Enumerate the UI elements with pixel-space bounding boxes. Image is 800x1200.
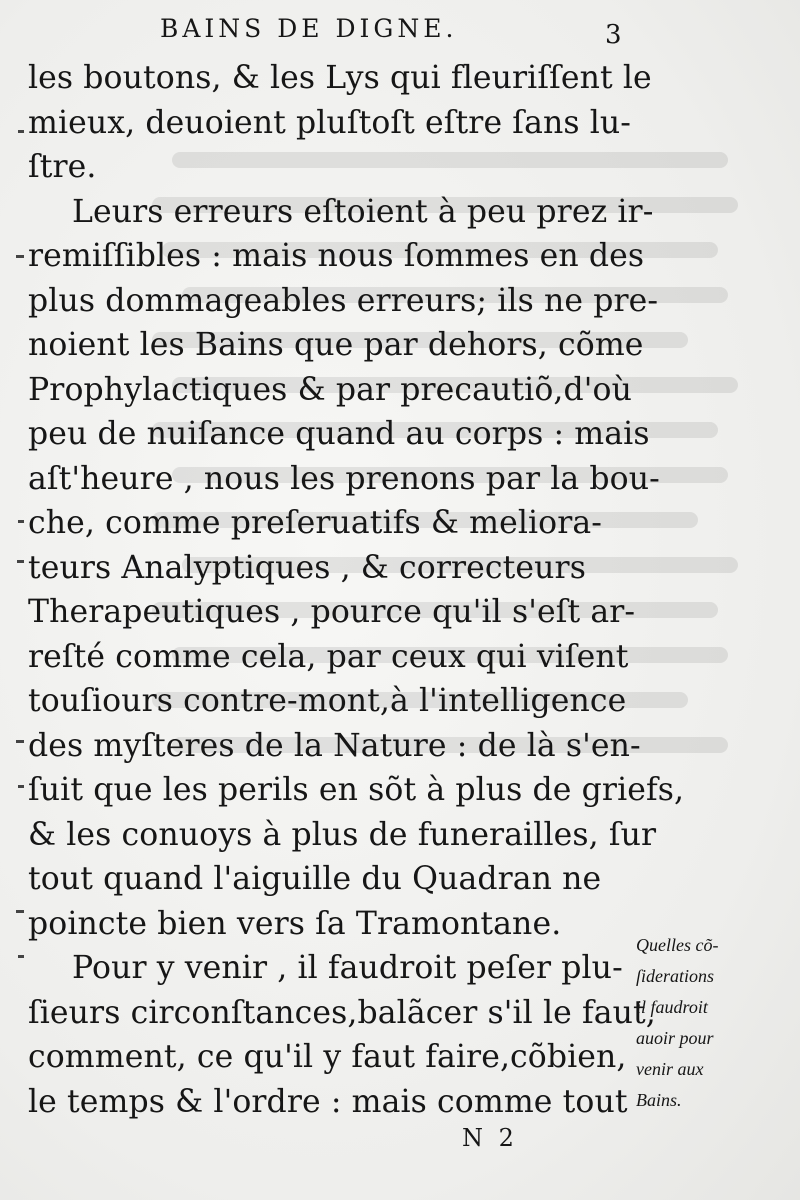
margin-note-line: il faudroit — [636, 997, 708, 1017]
text-line: comment, ce qu'il y faut faire,cõbien, — [28, 1039, 627, 1075]
text-line: noient les Bains que par dehors, cõme — [28, 327, 644, 363]
text-line: ſtre. — [28, 149, 97, 185]
text-line: le temps & l'ordre : mais comme tout — [28, 1083, 628, 1120]
margin-note-line: Quelles cõ- — [636, 935, 719, 955]
text-line: des myſteres de la Nature : de là s'en- — [28, 727, 641, 764]
text-line: peu de nuiſance quand au corps : mais — [28, 416, 650, 452]
margin-note — [636, 930, 786, 1116]
running-title: BAINS DE DIGNE. — [160, 14, 458, 43]
text-line: Pour y venir , il faudroit peſer plu- — [72, 950, 623, 986]
text-line: ſieurs circonſtances,balãcer s'il le faut, — [28, 994, 656, 1031]
text-line: Therapeutiques , pource qu'il s'eſt ar- — [28, 594, 636, 630]
text-line: reſté comme cela, par ceux qui viſent — [28, 638, 629, 675]
text-line: ſuit que les perils en sõt à plus de griefs, — [28, 772, 685, 808]
text-line: mieux, deuoient pluſtoſt eſtre ſans lu- — [28, 104, 632, 141]
text-line: remiſſibles : mais nous ſommes en des — [28, 238, 645, 274]
text-line: plus dommageables erreurs; ils ne pre- — [28, 282, 659, 319]
margin-note-line: Bains. — [636, 1090, 682, 1110]
text-line: che, comme preſeruatifs & meliora- — [28, 505, 603, 541]
margin-note-line: ſiderations — [636, 966, 715, 986]
text-line: touſiours contre-mont,à l'intelligence — [28, 683, 627, 719]
gutter-marks — [0, 0, 30, 1200]
margin-note-line: venir aux — [636, 1059, 704, 1079]
text-line: poincte bien vers ſa Tramontane. — [28, 905, 562, 942]
text-line: teurs Analyptiques , & correcteurs — [28, 549, 586, 586]
text-line: Leurs erreurs eſtoient à peu prez ir- — [72, 193, 654, 230]
signature-mark: N 2 — [462, 1124, 518, 1152]
page-number: 3 — [605, 20, 622, 50]
margin-note-line: auoir pour — [636, 1028, 714, 1048]
text-line: tout quand l'aiguille du Quadran ne — [28, 861, 602, 897]
text-line: & les conuoys à plus de funerailles, ſur — [28, 816, 657, 853]
text-line: les boutons, & les Lys qui fleuriſſent le — [28, 60, 652, 96]
text-line: aſt'heure , nous les prenons par la bou- — [28, 460, 660, 497]
text-line: Prophylactiques & par precautiõ,d'où — [28, 371, 632, 408]
